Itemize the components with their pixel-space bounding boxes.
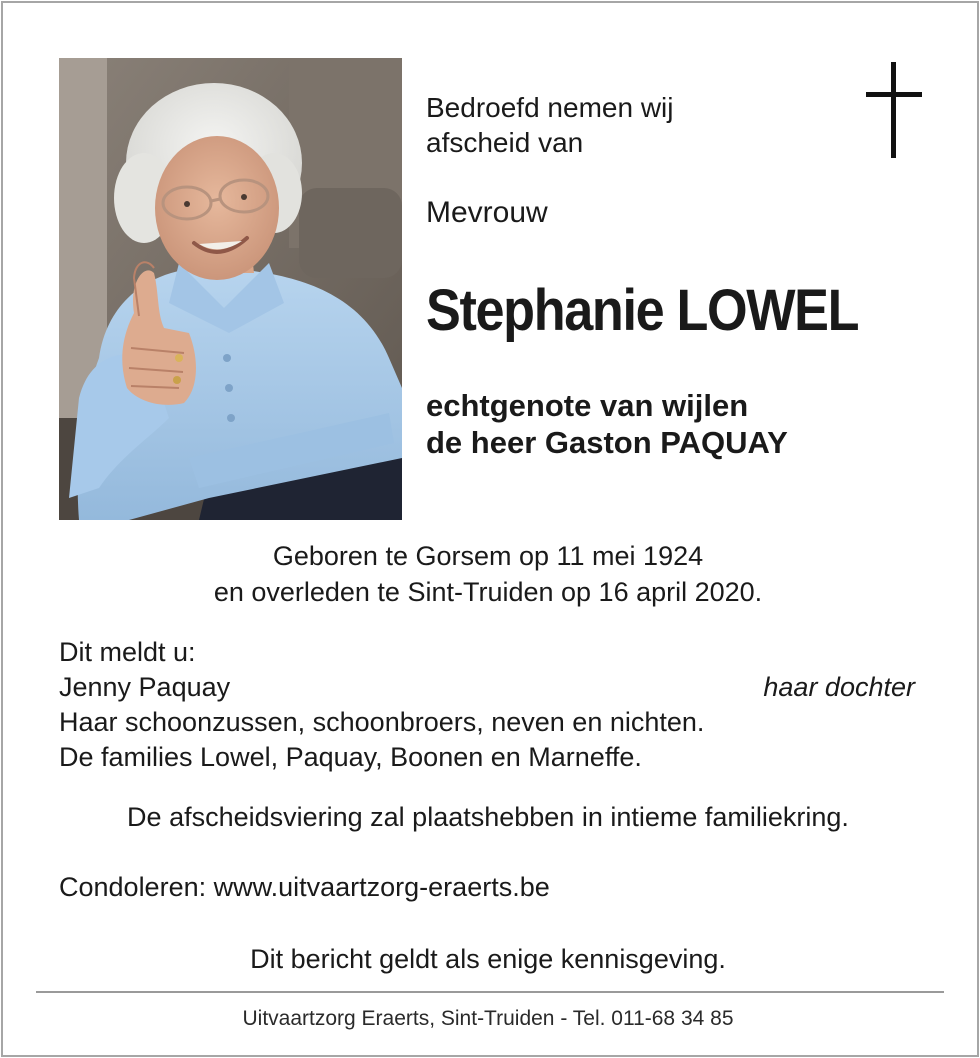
condolences-link[interactable]: Condoleren: www.uitvaartzorg-eraerts.be xyxy=(59,872,550,902)
intro-text xyxy=(426,90,806,160)
mourner-name: Jenny Paquay xyxy=(59,672,231,702)
mourners-heading: Dit meldt u: xyxy=(59,637,196,667)
mourners-list xyxy=(59,635,919,775)
born-line: Geboren te Gorsem op 11 mei 1924 xyxy=(272,541,704,571)
mourner-name: De families Lowel, Paquay, Boonen en Marneffe. xyxy=(59,742,642,772)
list-item xyxy=(59,740,919,775)
intro-line: Bedroefd nemen wij xyxy=(426,92,674,123)
list-item xyxy=(59,670,919,705)
died-line: en overleden te Sint-Truiden op 16 april 2020. xyxy=(213,577,763,607)
portrait-photo xyxy=(59,58,402,520)
spouse-line: de heer Gaston PAQUAY xyxy=(426,425,788,460)
salutation: Mevrouw xyxy=(426,196,548,229)
notice-text: Dit bericht geldt als enige kennisgeving. xyxy=(250,944,726,974)
ceremony-text: De afscheidsviering zal plaatshebben in intieme familiekring. xyxy=(127,802,849,832)
divider xyxy=(36,991,944,993)
deceased-name: Stephanie LOWEL xyxy=(426,278,859,343)
spouse-text xyxy=(426,387,926,461)
list-item xyxy=(59,705,919,740)
cross-icon xyxy=(866,62,922,158)
mourner-name: Haar schoonzussen, schoonbroers, neven en nichten. xyxy=(59,707,705,737)
mourner-relation: haar dochter xyxy=(763,672,915,702)
spouse-line: echtgenote van wijlen xyxy=(426,388,749,423)
intro-line: afscheid van xyxy=(426,127,584,158)
footer-text: Uitvaartzorg Eraerts, Sint-Truiden - Tel. 011-68 34 85 xyxy=(242,1007,734,1030)
birth-death-text xyxy=(0,538,976,610)
